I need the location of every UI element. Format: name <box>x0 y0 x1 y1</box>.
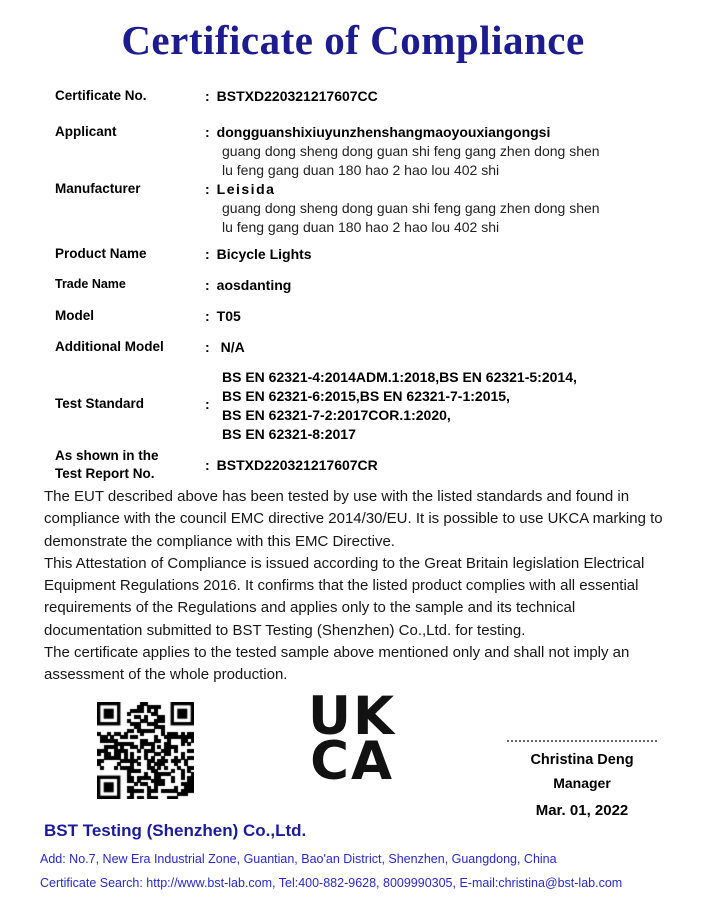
applicant-address-line-1: guang dong sheng dong guan shi feng gang zhen dong shen <box>222 143 600 159</box>
colon: : <box>205 181 210 197</box>
field-label-product-name: Product Name <box>55 246 147 261</box>
statement-text <box>44 486 670 687</box>
footer-certificate-search: Certificate Search: http://www.bst-lab.com, Tel:400-882-9628, 8009990305, E-mail:christina@bst-lab.com <box>40 876 623 890</box>
colon: : <box>205 246 210 262</box>
statement-paragraph-3: The certificate applies to the tested sample above mentioned only and shall not imply an assessment of the whole production. <box>44 644 630 684</box>
issue-date: Mar. 01, 2022 <box>535 802 629 819</box>
field-value-test-report-no: : BSTXD220321217607CR <box>205 457 378 473</box>
statement-paragraph-2: This Attestation of Compliance is issued according to the Great Britain legislation Electrical Equipment Regulations 2016. It confirms that the listed product complies with all essential requirements of the Regulations and applies only to the sample and its technical documentation submitted to BST Testing (Shenzhen) Co.,Ltd. for testing. <box>44 554 645 639</box>
field-label-trade-name: Trade Name <box>55 277 126 291</box>
colon: : <box>205 339 210 355</box>
field-value-manufacturer: : Leisida <box>205 181 276 197</box>
colon: : <box>205 457 210 473</box>
manufacturer-address-line-1: guang dong sheng dong guan shi feng gang zhen dong shen <box>222 200 600 216</box>
field-value-certificate-no: : BSTXD220321217607CC <box>205 88 378 104</box>
colon: : <box>205 308 210 324</box>
applicant-address-line-2: lu feng gang duan 180 hao 2 hao lou 402 shi <box>222 162 500 178</box>
qr-code-icon <box>97 702 194 799</box>
field-label-test-report-line-1: As shown in the <box>55 448 159 463</box>
field-label-model: Model <box>55 308 94 323</box>
signature-block <box>492 740 672 819</box>
field-label-test-report-line-2: Test Report No. <box>55 466 155 481</box>
colon: : <box>205 277 210 293</box>
footer-address: Add: No.7, New Era Industrial Zone, Guantian, Bao'an District, Shenzhen, Guangdong, China <box>40 852 557 866</box>
field-label-certificate-no: Certificate No. <box>55 88 147 103</box>
manufacturer-address-line-2: lu feng gang duan 180 hao 2 hao lou 402 shi <box>222 219 500 235</box>
test-standard-line-1: BS EN 62321-4:2014ADM.1:2018,BS EN 62321-5:2014, <box>222 369 577 385</box>
footer-company-name: BST Testing (Shenzhen) Co.,Ltd. <box>44 821 307 840</box>
signatory-role: Manager <box>553 775 611 791</box>
ukca-mark-icon <box>308 686 397 792</box>
statement-paragraph-1: The EUT described above has been tested by use with the listed standards and found in compliance with the council EMC directive 2014/30/EU. It is possible to use UKCA marking to demonstrate the compliance with this EMC Directive. <box>44 488 663 550</box>
qr-code-canvas <box>97 702 194 799</box>
colon: : <box>205 124 210 140</box>
field-value-model: : T05 <box>205 308 241 324</box>
signature-dotted-line <box>507 740 657 742</box>
field-value-additional-model: : N/A <box>205 339 245 355</box>
colon: : <box>205 88 210 104</box>
page-title: Certificate of Compliance <box>121 17 585 63</box>
field-value-trade-name: : aosdanting <box>205 277 292 293</box>
field-label-applicant: Applicant <box>55 124 117 139</box>
test-standard-line-4: BS EN 62321-8:2017 <box>222 426 356 442</box>
test-standard-line-3: BS EN 62321-7-2:2017COR.1:2020, <box>222 407 451 423</box>
test-standard-colon: : <box>205 396 210 412</box>
field-value-applicant: : dongguanshixiuyunzhenshangmaoyouxiangongsi <box>205 124 551 140</box>
ukca-mark-line-1: UK <box>308 686 397 747</box>
field-label-test-standard: Test Standard <box>55 396 145 411</box>
field-label-additional-model: Additional Model <box>55 339 164 354</box>
field-value-product-name: : Bicycle Lights <box>205 246 312 262</box>
signatory-name: Christina Deng <box>530 752 634 768</box>
test-standard-line-2: BS EN 62321-6:2015,BS EN 62321-7-1:2015, <box>222 388 510 404</box>
field-label-manufacturer: Manufacturer <box>55 181 141 196</box>
ukca-mark-line-2: CA <box>310 731 395 792</box>
